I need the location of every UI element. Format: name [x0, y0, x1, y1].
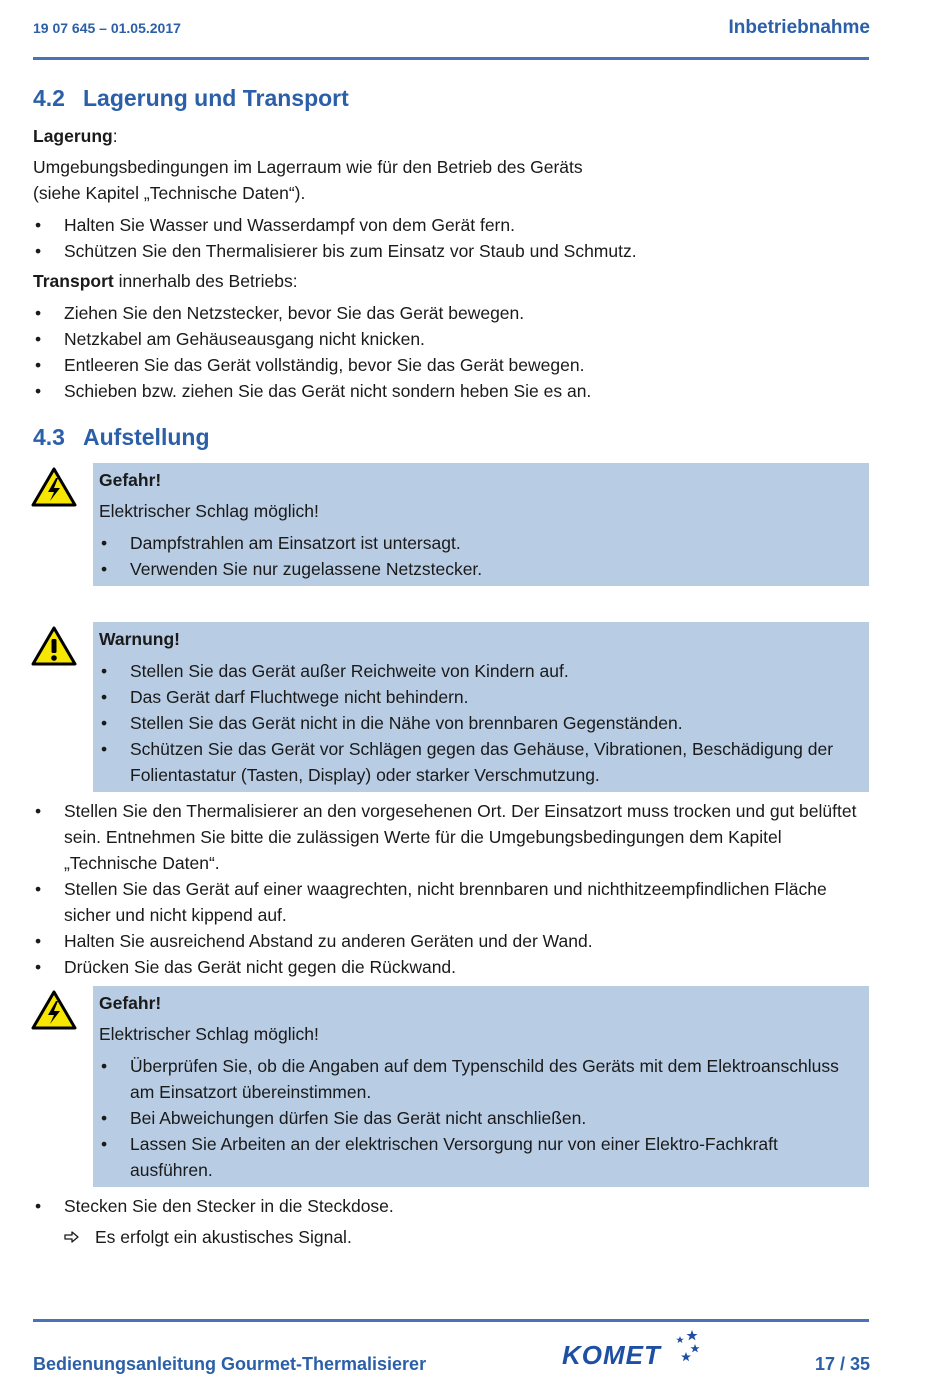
storage-list — [33, 212, 869, 264]
footer-rule — [33, 1319, 869, 1322]
section-title: Aufstellung — [83, 424, 210, 450]
notice-title: Gefahr! — [99, 993, 162, 1013]
page-content — [33, 83, 869, 1250]
transport-heading — [33, 268, 869, 294]
list-item: • Stellen Sie das Gerät auf einer waagrechten, nicht brennbaren und nichthitzeempfindlichen Fläche sicher und nicht kippend auf. — [33, 876, 869, 928]
section-title: Lagerung und Transport — [83, 85, 349, 111]
storage-label: Lagerung — [33, 126, 113, 146]
list-item: • Schützen Sie das Gerät vor Schlägen gegen das Gehäuse, Vibrationen, Beschädigung der Folientastatur (Tasten, Display) oder starker Verschmutzung. — [99, 736, 859, 788]
komet-logo — [562, 1330, 702, 1374]
list-item: • Entleeren Sie das Gerät vollständig, bevor Sie das Gerät bewegen. — [33, 352, 869, 378]
result-text: Es erfolgt ein akustisches Signal. — [95, 1227, 352, 1247]
list-item: • Ziehen Sie den Netzstecker, bevor Sie das Gerät bewegen. — [33, 300, 869, 326]
danger-notice-2 — [93, 986, 869, 1187]
list-item: • Stecken Sie den Stecker in die Steckdose. — [33, 1193, 869, 1219]
list-item: • Verwenden Sie nur zugelassene Netzstecker. — [99, 556, 859, 582]
footer-page-number: 17 / 35 — [814, 1354, 870, 1374]
footer-manual-title: Bedienungsanleitung Gourmet-Thermalisierer — [33, 1354, 427, 1374]
section-heading-4-3 — [33, 422, 869, 452]
transport-label: Transport — [33, 271, 114, 291]
list-item: • Dampfstrahlen am Einsatzort ist untersagt. — [99, 530, 859, 556]
list-item: • Stellen Sie das Gerät nicht in die Nähe von brennbaren Gegenständen. — [99, 710, 859, 736]
storage-text-1: Umgebungsbedingungen im Lagerraum wie für den Betrieb des Geräts — [33, 157, 583, 177]
storage-colon: : — [112, 126, 118, 146]
notice-subtitle: Elektrischer Schlag möglich! — [99, 501, 319, 521]
list-item: • Lassen Sie Arbeiten an der elektrischen Versorgung nur von einer Elektro-Fachkraft ausführen. — [99, 1131, 859, 1183]
list-item: • Halten Sie ausreichend Abstand zu anderen Geräten und der Wand. — [33, 928, 869, 954]
warning-notice — [93, 622, 869, 792]
header-chapter: Inbetriebnahme — [728, 17, 870, 38]
list-item: • Das Gerät darf Fluchtwege nicht behindern. — [99, 684, 859, 710]
electric-hazard-icon — [31, 467, 77, 507]
notice-subtitle: Elektrischer Schlag möglich! — [99, 1024, 319, 1044]
notice-title: Warnung! — [99, 629, 180, 649]
section-heading-4-2 — [33, 83, 869, 113]
list-item: • Stellen Sie den Thermalisierer an den vorgesehenen Ort. Der Einsatzort muss trocken und gut belüftet sein. Entnehmen Sie bitte die zulässigen Werte für die Umgebungsbedingungen dem Kapitel „Technische Daten“. — [33, 798, 869, 876]
transport-list — [33, 300, 869, 404]
section-number: 4.3 — [33, 424, 65, 450]
list-item: • Schützen Sie den Thermalisierer bis zum Einsatz vor Staub und Schmutz. — [33, 238, 869, 264]
logo-wordmark: KOMET — [562, 1340, 661, 1370]
notice-list — [99, 658, 859, 788]
section-number: 4.2 — [33, 85, 65, 111]
setup-list — [33, 798, 869, 980]
star-cluster-icon — [668, 1330, 702, 1366]
result-line — [64, 1224, 869, 1250]
storage-text-2: (siehe Kapitel „Technische Daten“). — [33, 183, 306, 203]
notice-list — [99, 1053, 859, 1183]
list-item: • Halten Sie Wasser und Wasserdampf von dem Gerät fern. — [33, 212, 869, 238]
danger-notice-1 — [93, 463, 869, 586]
header-rule — [33, 57, 869, 60]
list-item: • Netzkabel am Gehäuseausgang nicht knicken. — [33, 326, 869, 352]
notice-title: Gefahr! — [99, 470, 162, 490]
notice-list — [99, 530, 859, 582]
list-item: • Bei Abweichungen dürfen Sie das Gerät nicht anschließen. — [99, 1105, 859, 1131]
list-item: • Schieben bzw. ziehen Sie das Gerät nicht sondern heben Sie es an. — [33, 378, 869, 404]
list-item: • Stellen Sie das Gerät außer Reichweite von Kindern auf. — [99, 658, 859, 684]
electric-hazard-icon — [31, 990, 77, 1030]
list-item: • Drücken Sie das Gerät nicht gegen die Rückwand. — [33, 954, 869, 980]
result-arrow-icon — [64, 1224, 95, 1243]
header-doc-ref: 19 07 645 – 01.05.2017 — [33, 20, 181, 36]
list-item: • Überprüfen Sie, ob die Angaben auf dem Typenschild des Geräts mit dem Elektroanschluss am Einsatzort übereinstimmen. — [99, 1053, 859, 1105]
storage-heading — [33, 123, 869, 149]
exclamation-warning-icon — [31, 626, 77, 666]
final-step-list — [33, 1193, 869, 1219]
transport-rest: innerhalb des Betriebs: — [113, 271, 298, 291]
